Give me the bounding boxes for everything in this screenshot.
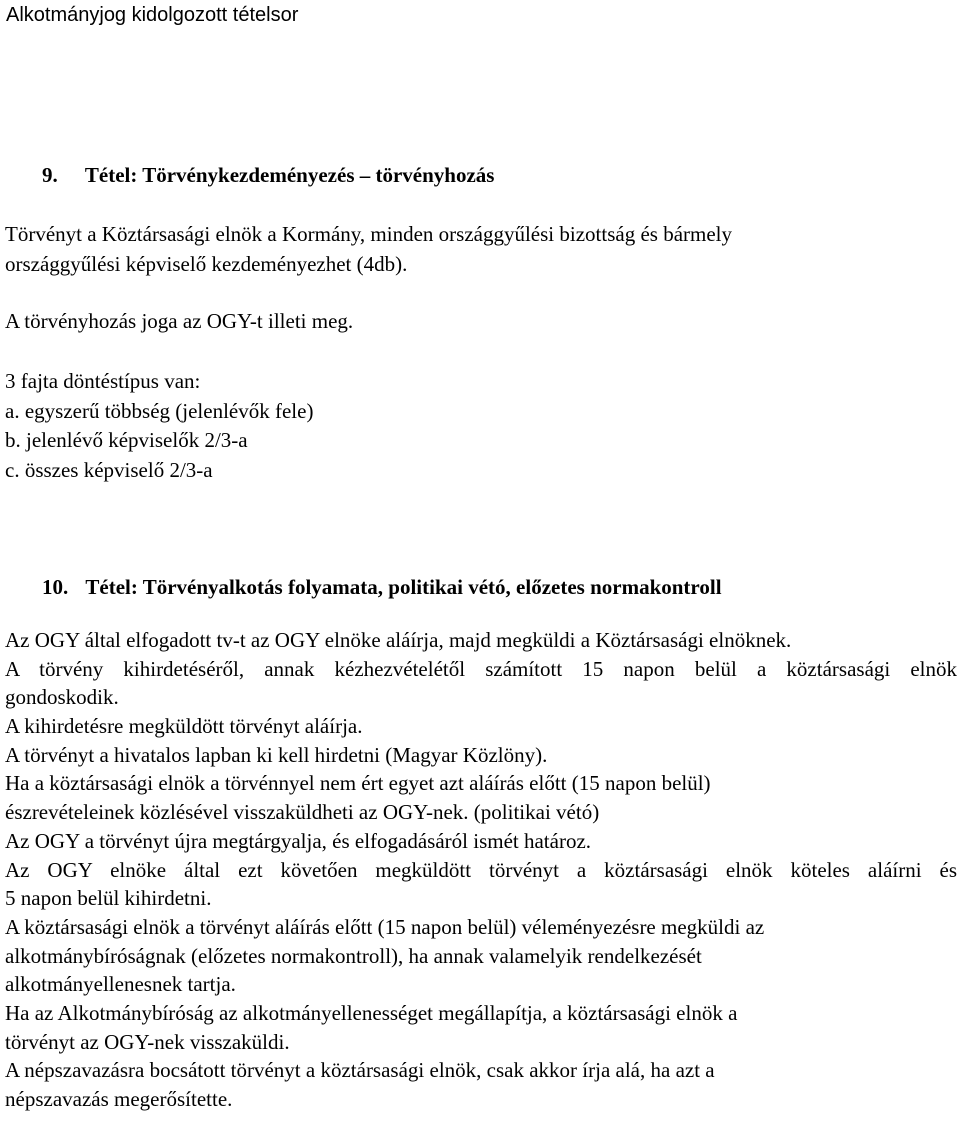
paragraph-line: gondoskodik. — [5, 685, 119, 710]
paragraph-line: országgyűlési képviselő kezdeményezhet (4db). — [5, 251, 408, 276]
paragraph-line: A törvény kihirdetéséről, annak kézhezvételétől számított 15 napon belül a köztársasági elnök — [5, 656, 957, 681]
section-9-number: 9. — [42, 163, 58, 187]
document-header: Alkotmányjog kidolgozott tételsor — [6, 4, 299, 26]
list-item: b. jelenlévő képviselők 2/3-a — [5, 428, 248, 452]
paragraph-line: alkotmánybíróságnak (előzetes normakontroll), ha annak valamelyik rendelkezését — [5, 943, 702, 968]
paragraph-line: 5 napon belül kihirdetni. — [5, 886, 212, 911]
paragraph-line: Ha a köztársasági elnök a törvénnyel nem ért egyet azt aláírás előtt (15 napon belül) — [5, 771, 711, 796]
list-intro: 3 fajta döntéstípus van: — [5, 369, 201, 393]
paragraph-line: törvényt az OGY-nek visszaküldi. — [5, 1029, 290, 1054]
paragraph-line: népszavazás megerősítette. — [5, 1087, 233, 1111]
section-10-number: 10. — [42, 575, 69, 599]
section-10-heading — [42, 574, 722, 600]
paragraph-line: Az OGY által elfogadott tv-t az OGY elnöke aláírja, majd megküldi a Köztársasági elnöknek. — [5, 628, 792, 652]
paragraph-line: észrevételeinek közlésével visszaküldheti az OGY-nek. (politikai vétó) — [5, 800, 600, 825]
paragraph-line: A kihirdetésre megküldött törvényt aláírja. — [5, 714, 363, 739]
section-9-heading — [42, 162, 494, 188]
list-item: a. egyszerű többség (jelenlévők fele) — [5, 398, 314, 423]
list-item: c. összes képviselő 2/3-a — [5, 457, 213, 482]
paragraph-line: A törvényhozás joga az OGY-t illeti meg. — [5, 309, 354, 333]
paragraph-line: Az OGY elnöke által ezt követően megküldött törvényt a köztársasági elnök köteles aláírni és — [5, 857, 957, 882]
paragraph-line: A törvényt a hivatalos lapban ki kell hirdetni (Magyar Közlöny). — [5, 742, 548, 767]
section-9-para-1 — [5, 220, 957, 279]
paragraph-line: A népszavazásra bocsátott törvényt a köztársasági elnök, csak akkor írja alá, ha azt a — [5, 1058, 715, 1083]
section-10-title: Tétel: Törvényalkotás folyamata, politikai vétó, előzetes normakontroll — [85, 575, 722, 599]
decision-types-list — [5, 367, 957, 485]
paragraph-line: alkotmányellenesnek tartja. — [5, 972, 236, 997]
paragraph-line: Ha az Alkotmánybíróság az alkotmányellenességet megállapítja, a köztársasági elnök a — [5, 1000, 738, 1025]
section-10-body — [5, 626, 957, 1114]
paragraph-line: A köztársasági elnök a törvényt aláírás előtt (15 napon belül) véleményezésre megküldi az — [5, 914, 765, 939]
section-9-para-2 — [5, 307, 957, 337]
section-9-title: Tétel: Törvénykezdeményezés – törvényhozás — [84, 163, 495, 187]
paragraph-line: Törvényt a Köztársasági elnök a Kormány, minden országgyűlési bizottság és bármely — [5, 222, 733, 246]
paragraph-line: Az OGY a törvényt újra megtárgyalja, és elfogadásáról ismét határoz. — [5, 828, 592, 853]
